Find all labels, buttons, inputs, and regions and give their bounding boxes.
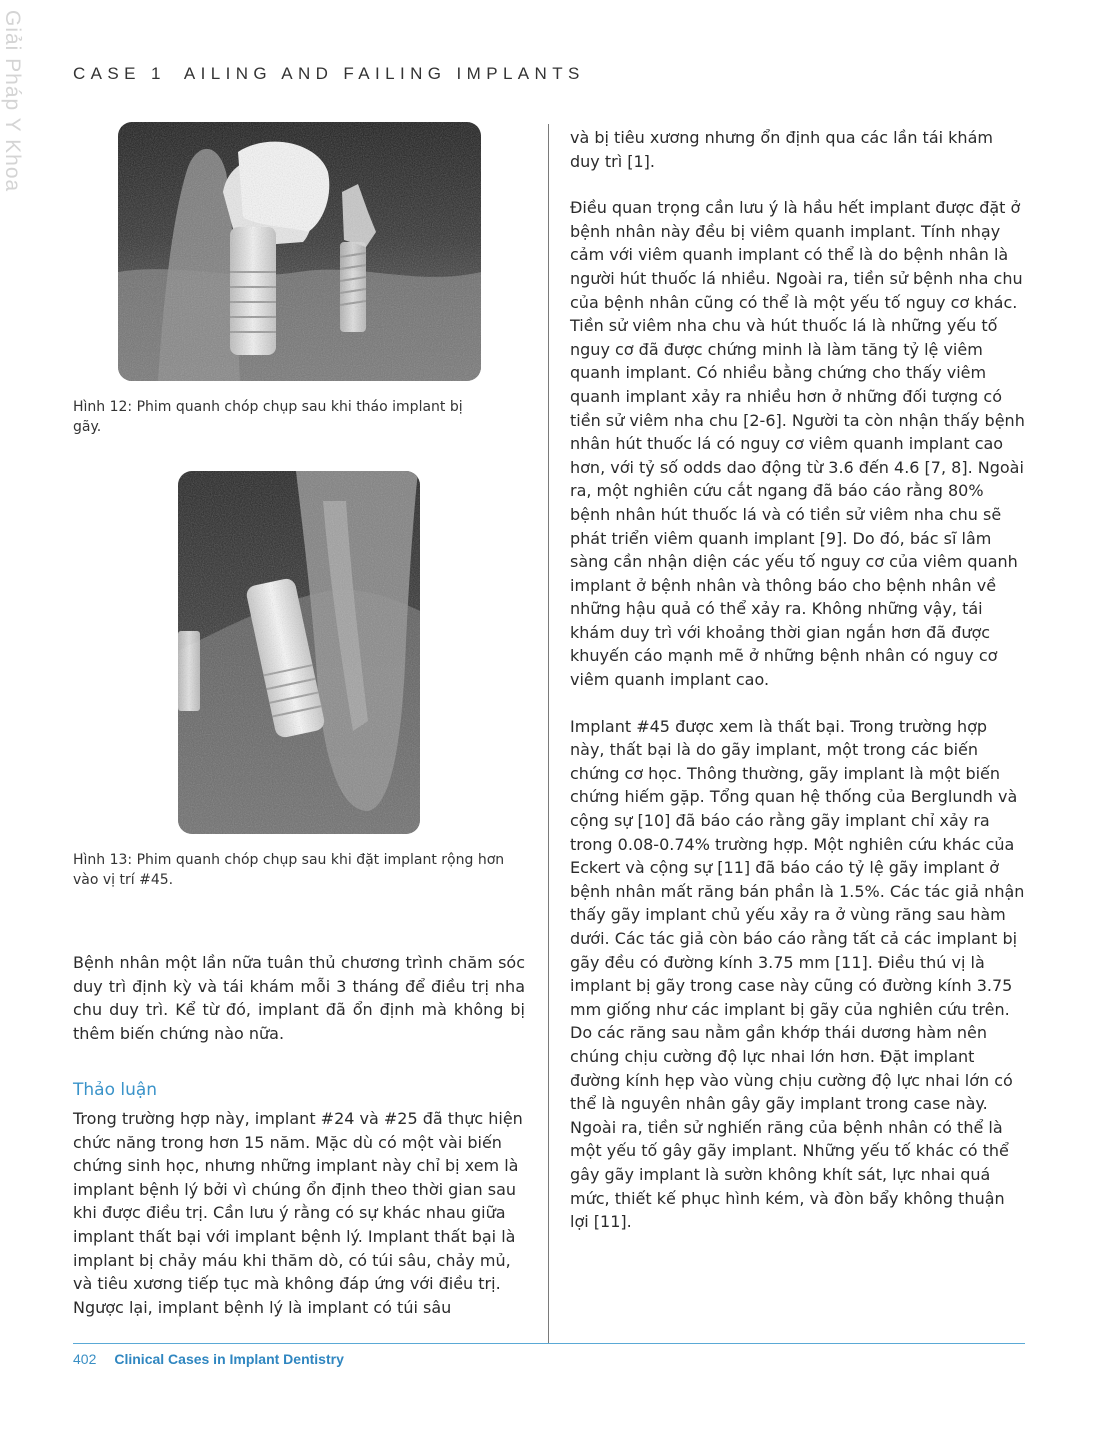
page-number: 402 <box>73 1351 97 1367</box>
body-paragraph: Trong trường hợp này, implant #24 và #25 đã thực hiện chức năng trong hơn 15 năm. Mặc dù có một vài biến chứng sinh học, nhưng những implant này chỉ bị xem là implant bệnh lý bởi vì chúng ổn định theo thời gian sau khi được điều trị. Cần lưu ý rằng có sự khác nhau giữa implant thất bại với implant bệnh lý. Implant thất bại là implant bị chảy máu khi thăm dò, có túi sâu, chảy mủ, và tiêu xương tiếp tục mà không đáp ứng với điều trị. Ngược lại, implant bệnh lý là implant có túi sâu <box>73 1109 523 1317</box>
figure-12-radiograph <box>118 122 481 381</box>
footer-rule <box>73 1343 1025 1344</box>
page-footer <box>73 1351 344 1367</box>
case-label: CASE 1 <box>73 64 166 83</box>
chapter-title: AILING AND FAILING IMPLANTS <box>183 64 585 83</box>
running-header <box>73 64 585 84</box>
body-paragraph: Điều quan trọng cần lưu ý là hầu hết implant được đặt ở bệnh nhân này đều bị viêm quanh implant. Tính nhạy cảm với viêm quanh implant có thể là do bệnh nhân là người hút thuốc lá nhiều. Ngoài ra, tiền sử bệnh nha chu của bệnh nhân cũng có thể là một yếu tố nguy cơ khác. Tiền sử viêm nha chu và hút thuốc lá là những yếu tố nguy cơ đã được chứng minh là làm tăng tỷ lệ viêm quanh implant. Có nhiều bằng chứng cho thấy viêm quanh implant xảy ra nhiều hơn ở những đối tượng có tiền sử viêm nha chu [2-6]. Người ta còn nhận thấy bệnh nhân hút thuốc lá có nguy cơ viêm quanh implant cao hơn, với tỷ số odds dao động từ 3.6 đến 4.6 [7, 8]. Ngoài ra, một nghiên cứu cắt ngang đã báo cáo rằng 80% bệnh nhân hút thuốc lá và có tiền sử viêm nha chu sẽ phát triển viêm quanh implant [9]. Do đó, bác sĩ lâm sàng cần nhận diện các yếu tố nguy cơ của viêm quanh implant ở bệnh nhân và thông báo cho bệnh nhân về những hậu quả có thể xảy ra. Không những vậy, tái khám duy trì với khoảng thời gian ngắn hơn đã được khuyến cáo mạnh mẽ ở những bệnh nhân có nguy cơ viêm quanh implant cao. <box>570 198 1025 690</box>
column-divider <box>548 124 549 1344</box>
body-paragraph: và bị tiêu xương nhưng ổn định qua các lần tái khám duy trì [1]. <box>570 128 993 171</box>
figure-13-caption: Hình 13: Phim quanh chóp chụp sau khi đặt implant rộng hơn vào vị trí #45. <box>73 852 505 888</box>
figure-13-radiograph <box>178 471 420 834</box>
figure-12-caption: Hình 12: Phim quanh chóp chụp sau khi tháo implant bị gãy. <box>73 399 463 435</box>
book-title: Clinical Cases in Implant Dentistry <box>114 1351 344 1367</box>
section-heading-discussion: Thảo luận <box>73 1080 158 1100</box>
watermark: Giải Pháp Y Khoa <box>1 10 24 193</box>
body-paragraph: Bệnh nhân một lần nữa tuân thủ chương trình chăm sóc duy trì định kỳ và tái khám mỗi 3 tháng để điều trị nha chu duy trì. Kể từ đó, implant đã ổn định mà không bị thêm biến chứng nào nữa. <box>73 953 525 1043</box>
right-column <box>570 126 1026 1234</box>
body-paragraph: Implant #45 được xem là thất bại. Trong trường hợp này, thất bại là do gãy implant, một trong các biến chứng cơ học. Thông thường, gãy implant là một biến chứng hiếm gặp. Tổng quan hệ thống của Berglundh và cộng sự [10] đã báo cáo rằng gãy implant chỉ xảy ra trong 0.08-0.74% trường hợp. Một nghiên cứu khác của Eckert và cộng sự [11] đã báo cáo tỷ lệ gãy implant ở bệnh nhân mất răng bán phần là 1.5%. Các tác giả nhận thấy gãy implant chủ yếu xảy ra ở vùng răng sau hàm dưới. Các tác giả còn báo cáo rằng tất cả các implant bị gãy đều có đường kính 3.75 mm [11]. Điều thú vị là implant bị gãy trong case này cũng có đường kính 3.75 mm giống như các implant bị gãy của nghiên cứu trên. Do các răng sau nằm gần khớp thái dương hàm nên chúng chịu cường độ lực nhai lớn hơn. Đặt implant đường kính hẹp vào vùng chịu cường độ lực nhai lớn có thể là nguyên nhân gây gãy implant trong case này. Ngoài ra, tiền sử nghiến răng của bệnh nhân có thể là một yếu tố gây gãy implant. Những yếu tố khác có thể gây gãy implant là sườn không khít sát, lực nhai quá mức, thiết kế phục hình kém, và đòn bẩy không thuận lợi [11]. <box>570 716 1025 1232</box>
